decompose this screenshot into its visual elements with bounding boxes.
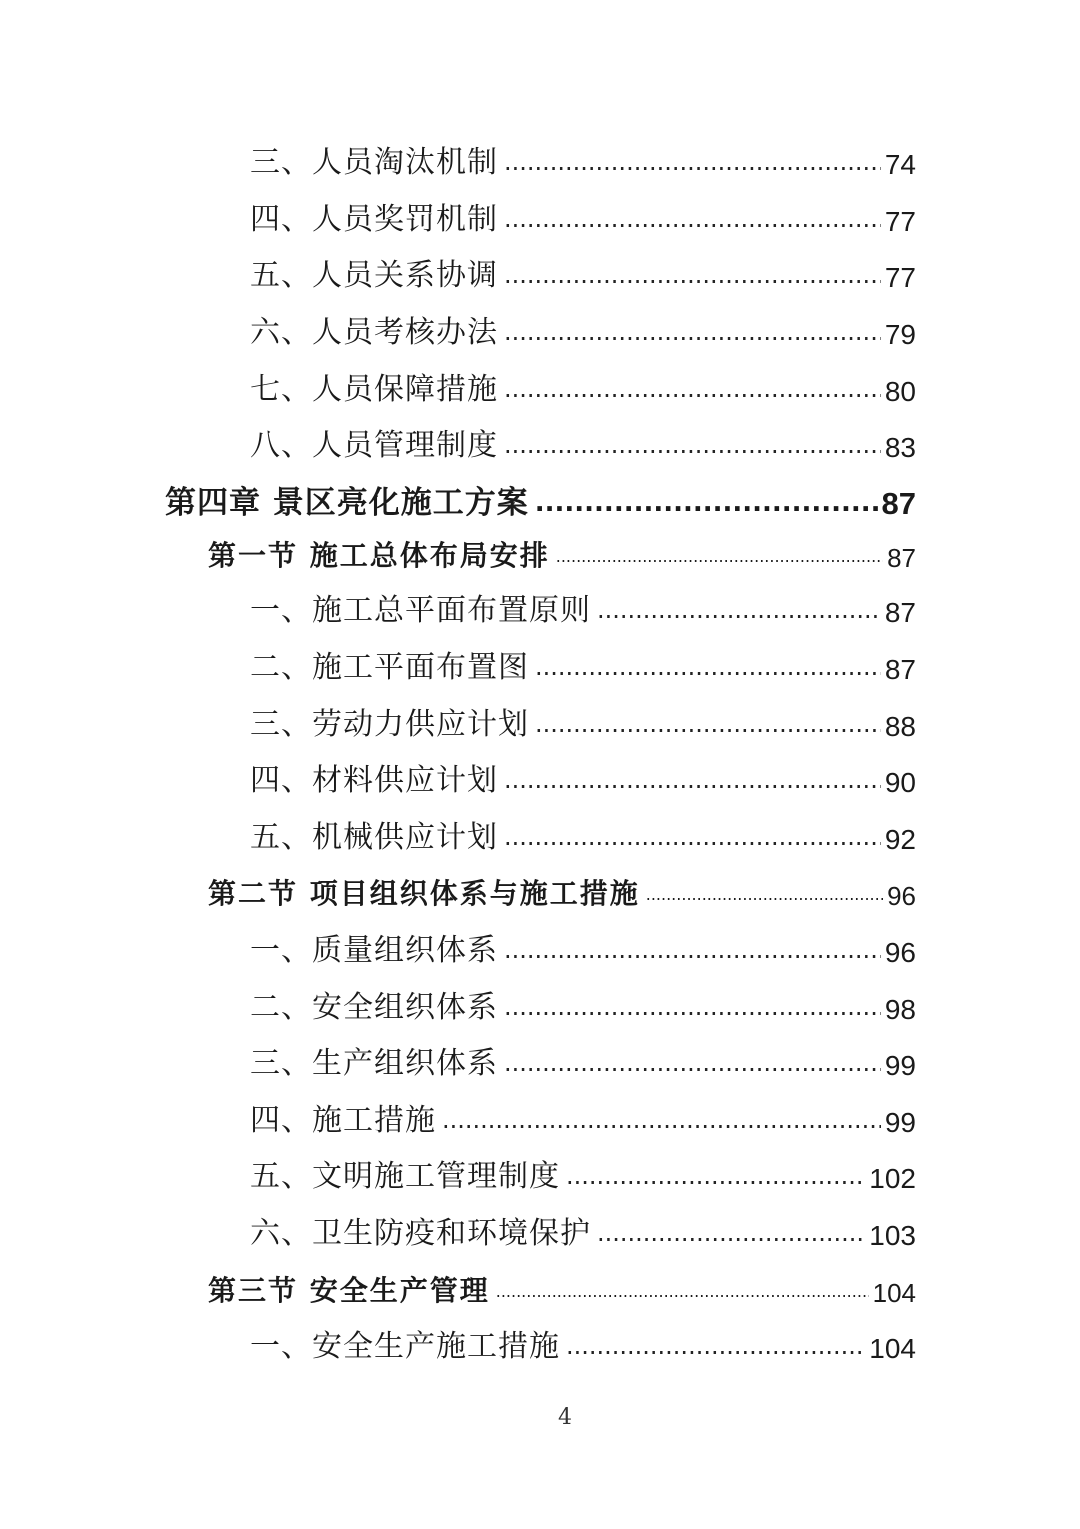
dot-leader	[504, 433, 881, 457]
toc-entry[interactable]	[250, 699, 916, 743]
dot-leader	[597, 598, 881, 622]
toc-entry-page: 96	[887, 881, 916, 911]
toc-entry-page: 104	[869, 1333, 916, 1364]
toc-entry[interactable]	[250, 755, 916, 799]
toc-entry-page: 99	[884, 1107, 916, 1138]
toc-entry-title: 第一节 施工总体布局安排	[208, 539, 550, 572]
toc-entry-page: 96	[884, 937, 916, 968]
dot-leader	[504, 825, 881, 849]
toc-entry-title: 第四章 景区亮化施工方案	[165, 485, 529, 521]
toc-entry[interactable]	[250, 1038, 916, 1082]
toc-section-entry[interactable]	[208, 868, 916, 912]
toc-entry[interactable]	[250, 1151, 916, 1195]
toc-entry[interactable]	[250, 307, 916, 351]
toc-entry-title: 四、材料供应计划	[250, 763, 498, 798]
toc-entry-title: 四、施工措施	[250, 1103, 436, 1138]
toc-entry-title: 一、安全生产施工措施	[250, 1329, 560, 1364]
toc-entry-title: 六、人员考核办法	[250, 315, 498, 350]
dot-leader	[504, 768, 881, 792]
toc-entry[interactable]	[250, 364, 916, 408]
toc-entry-title: 三、劳动力供应计划	[250, 707, 529, 742]
toc-entry-page: 92	[884, 824, 916, 855]
dot-leader	[597, 1221, 865, 1245]
dot-leader	[646, 887, 883, 903]
toc-entry-title: 五、人员关系协调	[250, 258, 498, 293]
toc-entry-page: 99	[884, 1050, 916, 1081]
dot-leader	[442, 1108, 881, 1132]
toc-entry-page: 80	[884, 376, 916, 407]
toc-entry-title: 一、质量组织体系	[250, 933, 498, 968]
toc-entry[interactable]	[250, 250, 916, 294]
toc-entry-page: 98	[884, 994, 916, 1025]
dot-leader	[556, 549, 883, 565]
toc-entry-page: 83	[884, 432, 916, 463]
toc-entry-title: 五、机械供应计划	[250, 820, 498, 855]
toc-entry-title: 第三节 安全生产管理	[208, 1274, 490, 1307]
toc-entry-page: 102	[869, 1163, 916, 1194]
dot-leader	[504, 995, 881, 1019]
dot-leader	[504, 263, 881, 287]
toc-entry-title: 二、施工平面布置图	[250, 650, 529, 685]
toc-entry[interactable]	[250, 194, 916, 238]
toc-entry[interactable]	[250, 420, 916, 464]
toc-entry-page: 90	[884, 767, 916, 798]
dot-leader	[535, 712, 881, 736]
toc-entry-page: 77	[884, 206, 916, 237]
dot-leader	[566, 1164, 865, 1188]
toc-entry-title: 六、卫生防疫和环境保护	[250, 1216, 591, 1251]
toc-entry[interactable]	[250, 642, 916, 686]
toc-entry-page: 87	[881, 486, 916, 521]
toc-entry-title: 第二节 项目组织体系与施工措施	[208, 877, 640, 910]
toc-entry-page: 88	[884, 711, 916, 742]
toc-entry[interactable]	[250, 585, 916, 629]
toc-entry[interactable]	[250, 1321, 916, 1365]
toc-entry[interactable]	[250, 925, 916, 969]
dot-leader	[504, 1051, 881, 1075]
toc-entry[interactable]	[250, 137, 916, 181]
page-number: 4	[558, 1405, 572, 1430]
toc-section-entry[interactable]	[208, 530, 916, 574]
toc-chapter-entry[interactable]	[165, 478, 916, 522]
toc-section-entry[interactable]	[208, 1265, 916, 1309]
toc-entry-page: 79	[884, 319, 916, 350]
toc-entry-title: 八、人员管理制度	[250, 428, 498, 463]
toc-entry-title: 四、人员奖罚机制	[250, 202, 498, 237]
dot-leader	[504, 377, 881, 401]
toc-entry[interactable]	[250, 812, 916, 856]
dot-leader	[535, 655, 881, 679]
toc-entry-title: 三、生产组织体系	[250, 1046, 498, 1081]
toc-entry-title: 三、人员淘汰机制	[250, 145, 498, 180]
dot-leader	[504, 938, 881, 962]
toc-entry-title: 七、人员保障措施	[250, 372, 498, 407]
toc-entry-page: 87	[884, 654, 916, 685]
toc-entry-page: 87	[887, 543, 916, 573]
toc-entry[interactable]	[250, 982, 916, 1026]
toc-entry-page: 77	[884, 262, 916, 293]
dot-leader	[566, 1334, 865, 1358]
toc-entry-page: 104	[872, 1278, 916, 1308]
dot-leader	[504, 320, 881, 344]
toc-entry-title: 二、安全组织体系	[250, 990, 498, 1025]
toc-entry-page: 87	[884, 597, 916, 628]
toc-entry-page: 74	[884, 149, 916, 180]
toc-entry[interactable]	[250, 1208, 916, 1252]
dot-leader	[504, 150, 881, 174]
toc-entry[interactable]	[250, 1095, 916, 1139]
dot-leader	[496, 1284, 869, 1300]
dot-leader	[535, 490, 878, 516]
toc-entry-page: 103	[869, 1220, 916, 1251]
dot-leader	[504, 207, 881, 231]
toc-entry-title: 五、文明施工管理制度	[250, 1159, 560, 1194]
toc-entry-title: 一、施工总平面布置原则	[250, 593, 591, 628]
